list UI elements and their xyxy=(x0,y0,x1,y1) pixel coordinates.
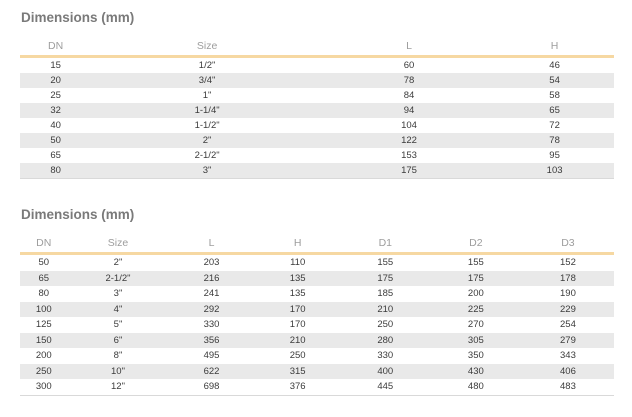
table-cell: 250 xyxy=(377,319,394,330)
table-cell: 300 xyxy=(35,381,52,392)
table-cell: 94 xyxy=(403,105,415,116)
column-header: Size xyxy=(91,38,323,57)
table-row xyxy=(20,302,614,318)
table-cell: 50 xyxy=(50,135,61,146)
column-header: Size xyxy=(68,235,169,254)
table-cell: 250 xyxy=(289,350,306,361)
table-cell: 60 xyxy=(403,60,415,71)
table-cell: 216 xyxy=(203,272,220,284)
column-header: H xyxy=(255,235,341,254)
table-cell: 343 xyxy=(560,350,576,361)
table-cell: 3" xyxy=(202,165,212,176)
table-cell: 1/2" xyxy=(198,60,216,71)
table-cell: 50 xyxy=(38,257,50,268)
column-header: H xyxy=(495,38,614,57)
table-cell: 495 xyxy=(203,350,220,361)
table-cell: 5" xyxy=(113,319,123,330)
table-cell: 58 xyxy=(549,90,560,101)
section-title: Dimensions (mm) xyxy=(21,10,135,25)
table-cell: 445 xyxy=(377,381,394,392)
table-row xyxy=(20,148,614,163)
dimensions-section-2 xyxy=(0,207,632,396)
table-cell: 95 xyxy=(549,150,560,161)
table-row xyxy=(20,254,614,271)
table-cell: 480 xyxy=(467,381,484,392)
section-title: Dimensions (mm) xyxy=(21,207,135,222)
table-row xyxy=(20,317,614,333)
table-cell: 40 xyxy=(50,120,61,131)
table-cell: 2-1/2" xyxy=(105,272,131,284)
table-cell: 203 xyxy=(203,257,220,268)
table-cell: 1-1/2" xyxy=(194,120,220,131)
table-row xyxy=(20,57,614,74)
table-cell: 170 xyxy=(289,319,306,330)
table-row xyxy=(20,118,614,133)
column-header: DN xyxy=(20,38,91,57)
table-row xyxy=(20,364,614,380)
table-header xyxy=(20,235,614,254)
table-cell: 65 xyxy=(50,150,61,161)
column-header: DN xyxy=(20,235,68,254)
table-cell: 2-1/2" xyxy=(194,150,220,161)
column-header: L xyxy=(323,38,495,57)
table-cell: 8" xyxy=(113,350,123,361)
table-cell: 46 xyxy=(549,60,560,71)
table-cell: 125 xyxy=(35,319,52,330)
table-row xyxy=(20,163,614,179)
dimensions-table-2 xyxy=(20,235,614,396)
table-cell: 190 xyxy=(560,288,576,299)
table-cell: 84 xyxy=(403,90,415,101)
table-row xyxy=(20,103,614,118)
column-header: D1 xyxy=(341,235,430,254)
table-cell: 12" xyxy=(111,381,125,392)
table-header xyxy=(20,38,614,57)
dimensions-section-1 xyxy=(0,10,632,179)
table-cell: 270 xyxy=(467,319,484,330)
table-cell: 279 xyxy=(560,334,576,346)
table-cell: 241 xyxy=(203,288,220,299)
table-cell: 6" xyxy=(113,334,123,346)
table-cell: 135 xyxy=(289,288,306,299)
table-cell: 400 xyxy=(377,365,394,377)
table-cell: 200 xyxy=(35,350,52,361)
table-cell: 315 xyxy=(289,365,306,377)
table-row xyxy=(20,88,614,103)
table-cell: 155 xyxy=(377,257,394,268)
table-cell: 200 xyxy=(467,288,484,299)
column-header: D3 xyxy=(522,235,614,254)
table-cell: 153 xyxy=(401,150,417,161)
table-cell: 356 xyxy=(203,334,220,346)
table-cell: 225 xyxy=(467,303,484,315)
table-cell: 229 xyxy=(560,303,576,315)
table-cell: 80 xyxy=(38,288,50,299)
table-cell: 406 xyxy=(560,365,576,377)
table-cell: 25 xyxy=(50,90,61,101)
table-row xyxy=(20,286,614,302)
table-cell: 622 xyxy=(203,365,220,377)
table-body xyxy=(20,254,614,396)
table-row xyxy=(20,333,614,349)
table-cell: 305 xyxy=(467,334,484,346)
table-cell: 330 xyxy=(377,350,394,361)
table-cell: 10" xyxy=(111,365,125,377)
table-cell: 483 xyxy=(560,381,576,392)
table-cell: 280 xyxy=(377,334,394,346)
column-header: L xyxy=(168,235,254,254)
table-header-row xyxy=(20,38,614,57)
table-row xyxy=(20,379,614,395)
dimensions-table-1 xyxy=(20,38,614,179)
table-cell: 20 xyxy=(50,75,61,86)
table-cell: 185 xyxy=(377,288,394,299)
table-body xyxy=(20,57,614,179)
table-cell: 350 xyxy=(467,350,484,361)
table-cell: 150 xyxy=(35,334,52,346)
table-cell: 254 xyxy=(560,319,576,330)
table-header-row xyxy=(20,235,614,254)
table-cell: 210 xyxy=(289,334,306,346)
table-cell: 175 xyxy=(467,272,484,284)
table-row xyxy=(20,348,614,364)
table-cell: 104 xyxy=(401,120,417,131)
table-cell: 698 xyxy=(203,381,220,392)
table-cell: 155 xyxy=(467,257,484,268)
table-cell: 80 xyxy=(50,165,61,176)
table-cell: 15 xyxy=(50,60,61,71)
table-cell: 78 xyxy=(549,135,560,146)
table-cell: 135 xyxy=(289,272,306,284)
table-cell: 65 xyxy=(549,105,560,116)
table-cell: 178 xyxy=(560,272,576,284)
table-cell: 250 xyxy=(35,365,52,377)
table-cell: 376 xyxy=(289,381,306,392)
table-cell: 1-1/4" xyxy=(194,105,220,116)
column-header: D2 xyxy=(430,235,522,254)
table-cell: 32 xyxy=(50,105,61,116)
table-cell: 65 xyxy=(38,272,50,284)
table-cell: 210 xyxy=(377,303,394,315)
table-cell: 430 xyxy=(467,365,484,377)
table-row xyxy=(20,133,614,148)
table-cell: 103 xyxy=(546,165,563,176)
table-cell: 2" xyxy=(202,135,212,146)
table-cell: 54 xyxy=(549,75,560,86)
table-cell: 175 xyxy=(401,165,417,176)
table-cell: 100 xyxy=(35,303,52,315)
table-cell: 175 xyxy=(377,272,394,284)
table-cell: 110 xyxy=(290,257,306,268)
table-cell: 3/4" xyxy=(198,75,216,86)
table-cell: 72 xyxy=(549,120,560,131)
table-cell: 4" xyxy=(113,303,123,315)
table-cell: 152 xyxy=(560,257,576,268)
table-cell: 1" xyxy=(202,90,212,101)
table-row xyxy=(20,271,614,287)
table-cell: 292 xyxy=(203,303,220,315)
table-row xyxy=(20,73,614,88)
table-cell: 2" xyxy=(113,257,123,268)
table-cell: 3" xyxy=(113,288,123,299)
table-cell: 330 xyxy=(203,319,220,330)
table-cell: 122 xyxy=(401,135,417,146)
table-cell: 170 xyxy=(289,303,306,315)
table-cell: 78 xyxy=(403,75,415,86)
